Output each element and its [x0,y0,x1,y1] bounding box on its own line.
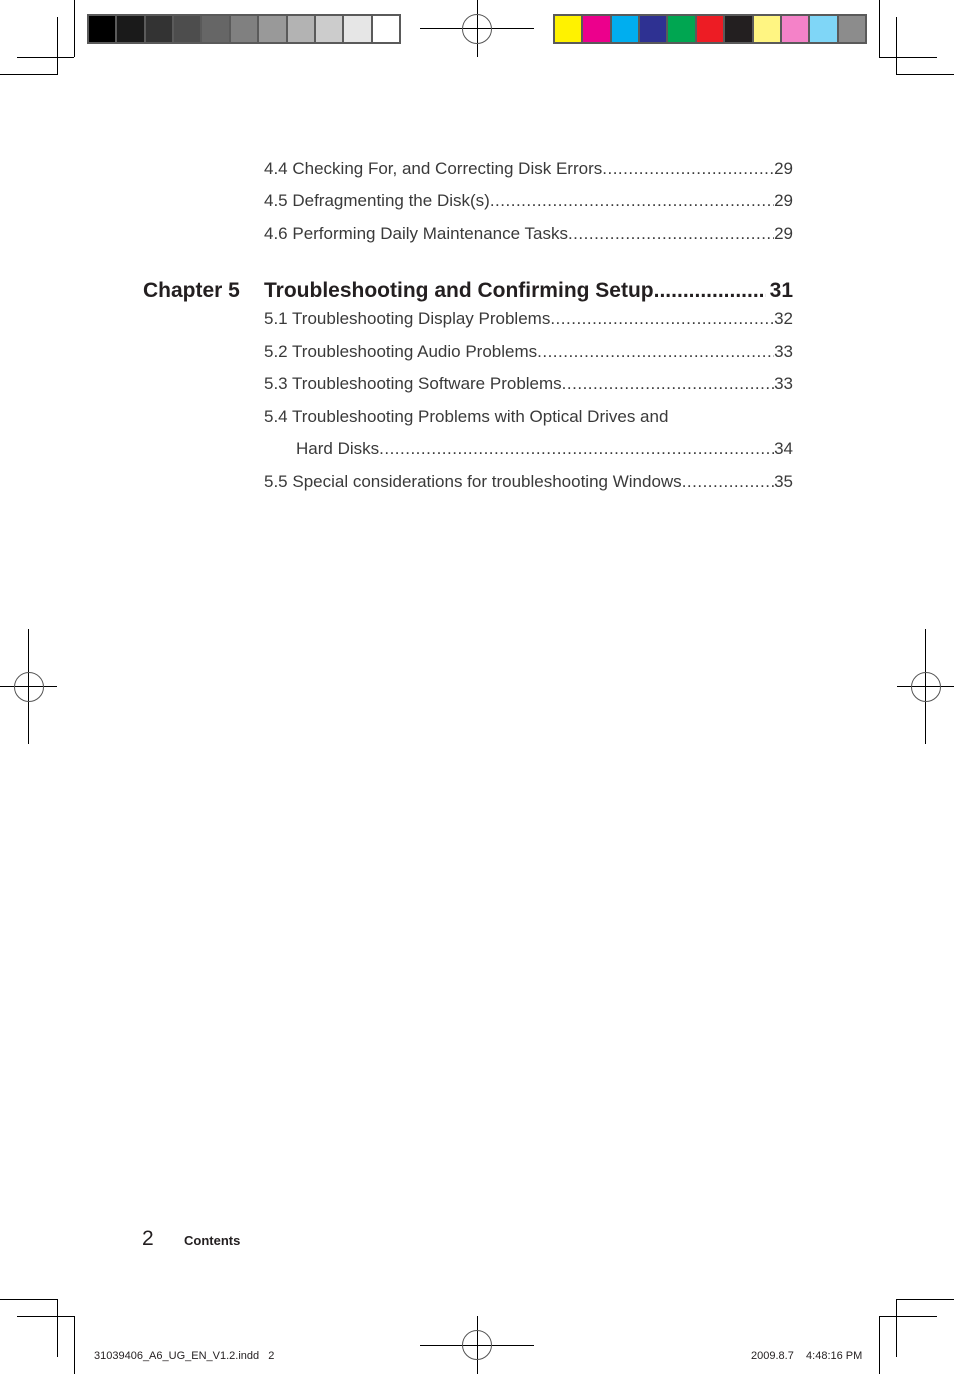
toc-leader-dots [568,224,774,244]
crop-mark-top-right-h [879,57,937,58]
toc-entry-4-6[interactable] [264,224,793,244]
chapter-title: Troubleshooting and Confirming Setup [264,279,654,302]
chapter-page: 31 [769,279,793,302]
color-swatch-1 [555,16,581,42]
gray-swatch-2 [117,16,143,42]
chapter-label: Chapter 5 [143,279,240,302]
slug-timestamp: 2009.8.7 4:48:16 PM [751,1350,863,1362]
bleed-mark-top-right-v [896,17,897,74]
bleed-mark-bottom-right-h [879,1316,937,1317]
color-swatch-11 [839,16,865,42]
gray-swatch-3 [146,16,172,42]
registration-mark-top-circle [462,14,492,44]
toc-chapter-5[interactable] [143,279,793,303]
toc-entry-title: Hard Disks [296,439,380,458]
toc-entry-page: 29 [774,224,793,243]
crop-mark-top-left-h [17,57,74,58]
page-number: 2 [142,1227,154,1250]
bleed-mark-top-left-v [57,17,58,74]
color-swatch-5 [668,16,694,42]
color-swatch-9 [782,16,808,42]
toc-entry-5-2[interactable] [264,342,793,362]
running-footer-title: Contents [184,1233,241,1248]
toc-leader-dots [550,309,774,329]
toc-entry-title: 5.3 Troubleshooting Software Problems [264,374,562,393]
gray-swatch-10 [344,16,370,42]
gray-swatch-8 [288,16,314,42]
toc-entry-5-4-continued[interactable] [296,439,793,459]
crop-mark-top-left-v [74,0,75,57]
toc-entry-title: 4.6 Performing Daily Maintenance Tasks [264,224,568,243]
color-swatch-3 [612,16,638,42]
gray-swatch-4 [174,16,200,42]
toc-entry-5-1[interactable] [264,309,793,329]
gray-swatch-11 [373,16,399,42]
toc-entry-page: 33 [774,374,793,393]
toc-leader-dots [537,342,774,362]
toc-entry-4-5[interactable] [264,191,793,211]
bleed-mark-top-right-h [896,74,954,75]
toc-entry-5-3[interactable] [264,374,793,394]
toc-entry-4-4[interactable] [264,159,793,179]
crop-mark-bottom-right-v [896,1299,897,1357]
gray-swatch-5 [202,16,228,42]
color-swatch-7 [725,16,751,42]
toc-entry-page: 29 [774,191,793,210]
grayscale-color-bar [87,14,401,44]
color-swatch-4 [640,16,666,42]
slug-file-name: 31039406_A6_UG_EN_V1.2.indd 2 [94,1350,275,1362]
crop-mark-bottom-left-v [57,1299,58,1357]
color-swatch-2 [583,16,609,42]
toc-entry-page: 34 [774,439,793,458]
toc-entry-5-5[interactable] [264,472,793,492]
gray-swatch-1 [89,16,115,42]
color-swatch-10 [810,16,836,42]
toc-leader-dots [562,374,774,394]
toc-leader-dots [490,191,774,211]
toc-entry-title: 4.4 Checking For, and Correcting Disk Errors [264,159,603,178]
bleed-mark-bottom-right-v [879,1316,880,1374]
toc-leader-dots [379,439,774,459]
bleed-mark-bottom-left-h [17,1316,75,1317]
registration-mark-right-circle [911,672,941,702]
color-swatch-8 [754,16,780,42]
gray-swatch-6 [231,16,257,42]
toc-entry-title: 5.5 Special considerations for troubleshooting Windows [264,472,682,491]
toc-entry-page: 33 [774,342,793,361]
cmyk-color-bar [553,14,867,44]
gray-swatch-9 [316,16,342,42]
bleed-mark-top-left-h [0,74,58,75]
toc-entry-title: 5.4 Troubleshooting Problems with Optical Drives and [264,407,669,426]
bleed-mark-bottom-left-v [74,1316,75,1374]
toc-entry-page: 35 [774,472,793,491]
registration-mark-left-circle [14,672,44,702]
toc-entry-title: 4.5 Defragmenting the Disk(s) [264,191,490,210]
toc-entry-page: 29 [774,159,793,178]
registration-mark-bottom-circle [462,1330,492,1360]
crop-mark-bottom-right-h [896,1299,954,1300]
toc-entry-title: 5.2 Troubleshooting Audio Problems [264,342,538,361]
gray-swatch-7 [259,16,285,42]
toc-leader-dots [654,279,766,303]
toc-entry-5-4[interactable] [264,407,793,427]
color-swatch-6 [697,16,723,42]
toc-entry-page: 32 [774,309,793,328]
crop-mark-bottom-left-h [0,1299,58,1300]
toc-entry-title: 5.1 Troubleshooting Display Problems [264,309,551,328]
toc-leader-dots [682,472,774,492]
crop-mark-top-right-v [879,0,880,57]
toc-leader-dots [602,159,774,179]
